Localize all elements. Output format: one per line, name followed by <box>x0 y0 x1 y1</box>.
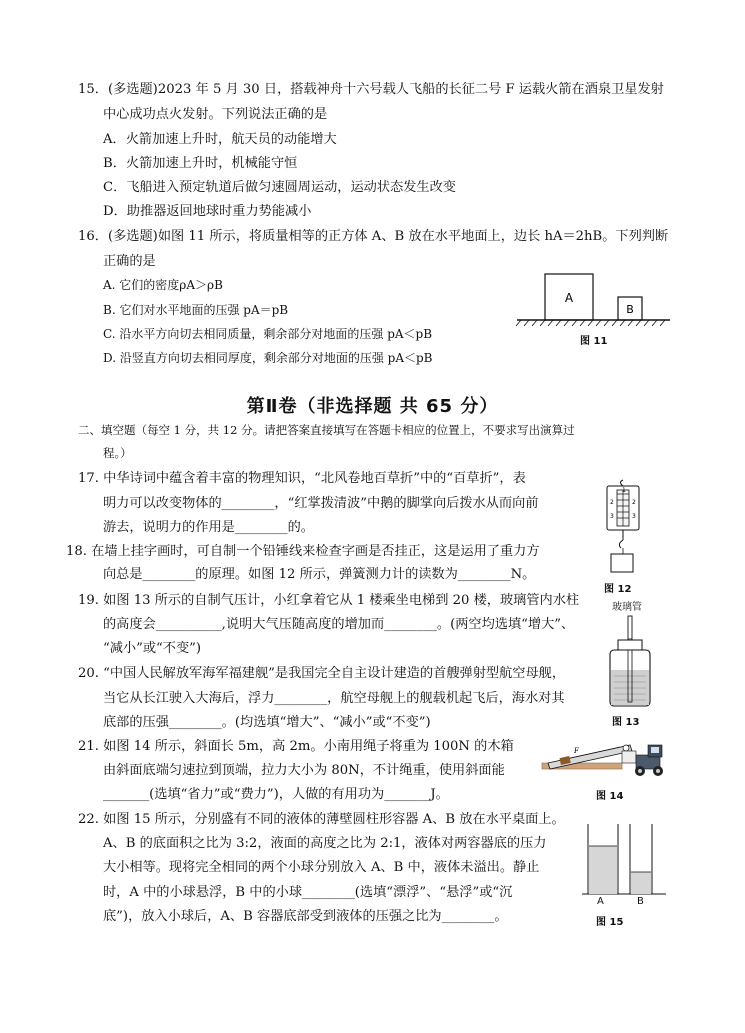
fig15-label-b: B <box>637 896 644 907</box>
fig11-caption: 图 11 <box>580 336 608 347</box>
section-title: 第Ⅱ卷（非选择题 共 65 分） <box>246 396 499 417</box>
fig14-caption: 图 14 <box>596 791 624 802</box>
q16-option-c: C. 沿水平方向切去相同质量，剩余部分对地面的压强 pA＜pB <box>103 327 433 341</box>
q15-line1: 15．(多选题)2023 年 5 月 30 日，搭载神舟十六号载人飞船的长征二号 F 运载火箭在酒泉卫星发射 <box>78 82 664 97</box>
fig12-caption: 图 12 <box>604 584 632 595</box>
q16-line1: 16．(多选题)如图 11 所示，将质量相等的正方体 A、B 放在水平地面上，边长 hA＝2hB。下列判断 <box>78 229 669 244</box>
q21-line1: 21. 如图 14 所示，斜面长 5m，高 2m。小南用绳子将重为 100N 的木箱 <box>78 739 514 754</box>
q20-line3: 底部的压强________。(均选填“增大”、“减小”或“不变”) <box>103 715 431 730</box>
q18-line1: 18. 在墙上挂字画时，可自制一个铅锤线来检查字画是否挂正，这是运用了重力方 <box>66 544 540 559</box>
q22-line3: 大小相等。现将完全相同的两个小球分别放入 A、B 中，液体未溢出。静止 <box>103 860 540 875</box>
q18-line2: 向总是________的原理。如图 12 所示，弹簧测力计的读数为________N。 <box>103 567 536 582</box>
figure-15 <box>580 820 670 902</box>
fig11-label-a: A <box>564 291 574 305</box>
fill-header-line1: 二、填空题（每空 1 分，共 12 分。请把答案直接填写在答题卡相应的位置上，不要求写出演算过 <box>78 423 575 437</box>
q22-line1: 22. 如图 15 所示，分别盛有不同的液体的薄壁圆柱形容器 A、B 放在水平桌面上。 <box>78 812 565 827</box>
q22-line2: A、B 的底面积之比为 3:2，液面的高度之比为 2:1，液体对两容器底的压力 <box>103 836 547 851</box>
q15-option-c: C．飞船进入预定轨道后做匀速圆周运动，运动状态发生改变 <box>103 180 456 195</box>
q17-line2: 明力可以改变物体的________，“红掌拨清波”中鹅的脚掌向后拨水从而向前 <box>103 496 539 511</box>
q17-line1: 17. 中华诗词中蕴含着丰富的物理知识，“北风卷地百草折”中的“百草折”，表 <box>78 471 526 486</box>
fig12-scale-2: 2 <box>610 499 614 506</box>
q15-option-b: B．火箭加速上升时，机械能守恒 <box>103 156 298 171</box>
q15-option-d: D．助推器返回地球时重力势能减小 <box>103 204 312 219</box>
q15-line2: 中心成功点火发射。下列说法正确的是 <box>103 107 328 122</box>
fig12-scale-1: 1 <box>622 487 626 494</box>
fig13-caption: 图 13 <box>612 717 640 728</box>
figure-12 <box>595 478 655 578</box>
q19-line3: “减小”或“不变”) <box>103 641 202 656</box>
fig12-scale-3b: 3 <box>632 513 636 520</box>
q19-line1: 19. 如图 13 所示的自制气压计，小红拿着它从 1 楼乘坐电梯到 20 楼，玻璃管内水柱 <box>78 593 580 608</box>
fig15-label-a: A <box>597 896 604 907</box>
q20-line2: 当它从长江驶入大海后，浮力________，航空母舰上的舰载机起飞后，海水对其 <box>103 691 565 706</box>
q16-option-b: B. 它们对水平地面的压强 pA＝pB <box>103 303 289 317</box>
q21-line3: _______(选填“省力”或“费力”)，人做的有用功为_______J。 <box>103 787 449 802</box>
q16-option-a: A. 它们的密度ρA＞ρB <box>103 278 223 292</box>
q22-line5: 底”)，放入小球后，A、B 容器底部受到液体的压强之比为________。 <box>103 909 508 924</box>
fig15-caption: 图 15 <box>596 917 624 928</box>
fig12-scale-2b: 2 <box>632 499 636 506</box>
q16-line2: 正确的是 <box>103 254 156 269</box>
figure-14 <box>540 733 675 783</box>
fill-header-line2: 程。） <box>103 446 132 460</box>
fig14-label-f: F <box>574 747 579 755</box>
q21-line2: 由斜面底端匀速拉到顶端，拉力大小为 80N，不计绳重，使用斜面能 <box>103 763 505 778</box>
figure-13 <box>600 612 660 712</box>
q17-line3: 游去，说明力的作用是________的。 <box>103 520 314 535</box>
q15-option-a: A．火箭加速上升时，航天员的动能增大 <box>103 132 337 147</box>
fig12-scale-3: 3 <box>610 513 614 520</box>
fig13-tube-label: 玻璃管 <box>612 602 642 613</box>
q16-option-d: D. 沿竖直方向切去相同厚度，剩余部分对地面的压强 pA＜pB <box>103 351 433 365</box>
q19-line2: 的高度会__________,说明大气压随高度的增加而________。(两空均选填“增大”、 <box>103 617 575 632</box>
q22-line4: 时，A 中的小球悬浮，B 中的小球________(选填“漂浮”、“悬浮”或“沉 <box>103 885 513 900</box>
q20-line1: 20. “中国人民解放军海军福建舰”是我国完全自主设计建造的首艘弹射型航空母舰， <box>78 666 566 681</box>
fig11-label-b: B <box>626 303 634 316</box>
